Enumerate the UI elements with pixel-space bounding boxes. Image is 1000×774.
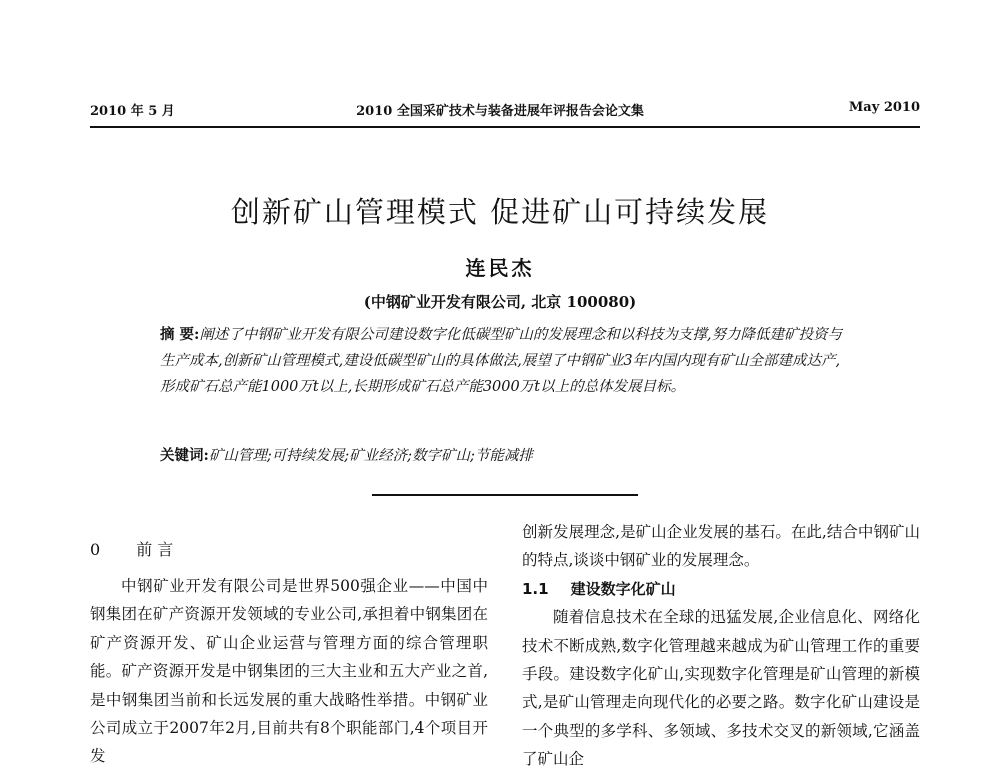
- section-title: 前 言: [136, 540, 174, 559]
- subsection-title: 建设数字化矿山: [570, 579, 676, 598]
- header-rule: [90, 126, 920, 128]
- right-column: [522, 518, 920, 774]
- abstract-separator: [372, 494, 638, 496]
- keywords: [160, 444, 850, 465]
- abstract-label: 摘 要:: [160, 326, 200, 343]
- keywords-label: 关键词:: [160, 447, 209, 464]
- keywords-text: 矿山管理;可持续发展;矿业经济;数字矿山;节能减排: [208, 448, 533, 464]
- affiliation: (中钢矿业开发有限公司, 北京 100080): [363, 293, 637, 311]
- subsection-number: 1.1: [522, 579, 549, 598]
- author: 连民杰: [465, 256, 535, 280]
- left-column: [90, 572, 488, 771]
- continued-paragraph: 创新发展理念,是矿山企业发展的基石。在此,结合中钢矿山的特点,谈谈中钢矿业的发展理念。: [522, 523, 920, 570]
- intro-paragraph: 中钢矿业开发有限公司是世界500强企业——中国中钢集团在矿产资源开发领域的专业公司,承担着中钢集团在矿产资源开发、矿山企业运营与管理方面的综合管理职能。矿产资源开发是中钢集团的三大主业和五大产业之首,是中钢集团当前和长远发展的重大战略性举措。中钢矿业公司成立于2007年2月,目前共有8个职能部门,4个项目开发: [90, 577, 488, 766]
- section-number: 0: [90, 540, 101, 559]
- running-header-proceedings: 2010 全国采矿技术与装备进展年评报告会论文集: [356, 104, 644, 119]
- abstract-text: 阐述了中钢矿业开发有限公司建设数字化低碳型矿山的发展理念和以科技为支撑,努力降低建矿投资与生产成本,创新矿山管理模式,建设低碳型矿山的具体做法,展望了中钢矿业3年内国内现有矿山全部建成达产,形成矿石总产能1000万t以上,长期形成矿石总产能3000万t以上的总体发展目标。: [160, 327, 843, 395]
- section-heading-0: [90, 537, 197, 560]
- subsection-paragraph: 随着信息技术在全球的迅猛发展,企业信息化、网络化技术不断成熟,数字化管理越来越成为矿山管理工作的重要手段。建设数字化矿山,实现数字化管理是矿山管理的新模式,是矿山管理走向现代化的必要之路。数字化矿山建设是一个典型的多学科、多领域、多技术交叉的新领域,它涵盖了矿山企: [522, 608, 920, 769]
- running-header-date-en: May 2010: [848, 100, 920, 115]
- subsection-heading: [522, 575, 920, 603]
- paper-title: 创新矿山管理模式 促进矿山可持续发展: [230, 195, 770, 229]
- abstract: [160, 322, 850, 400]
- running-header-date: 2010 年 5 月: [90, 104, 175, 119]
